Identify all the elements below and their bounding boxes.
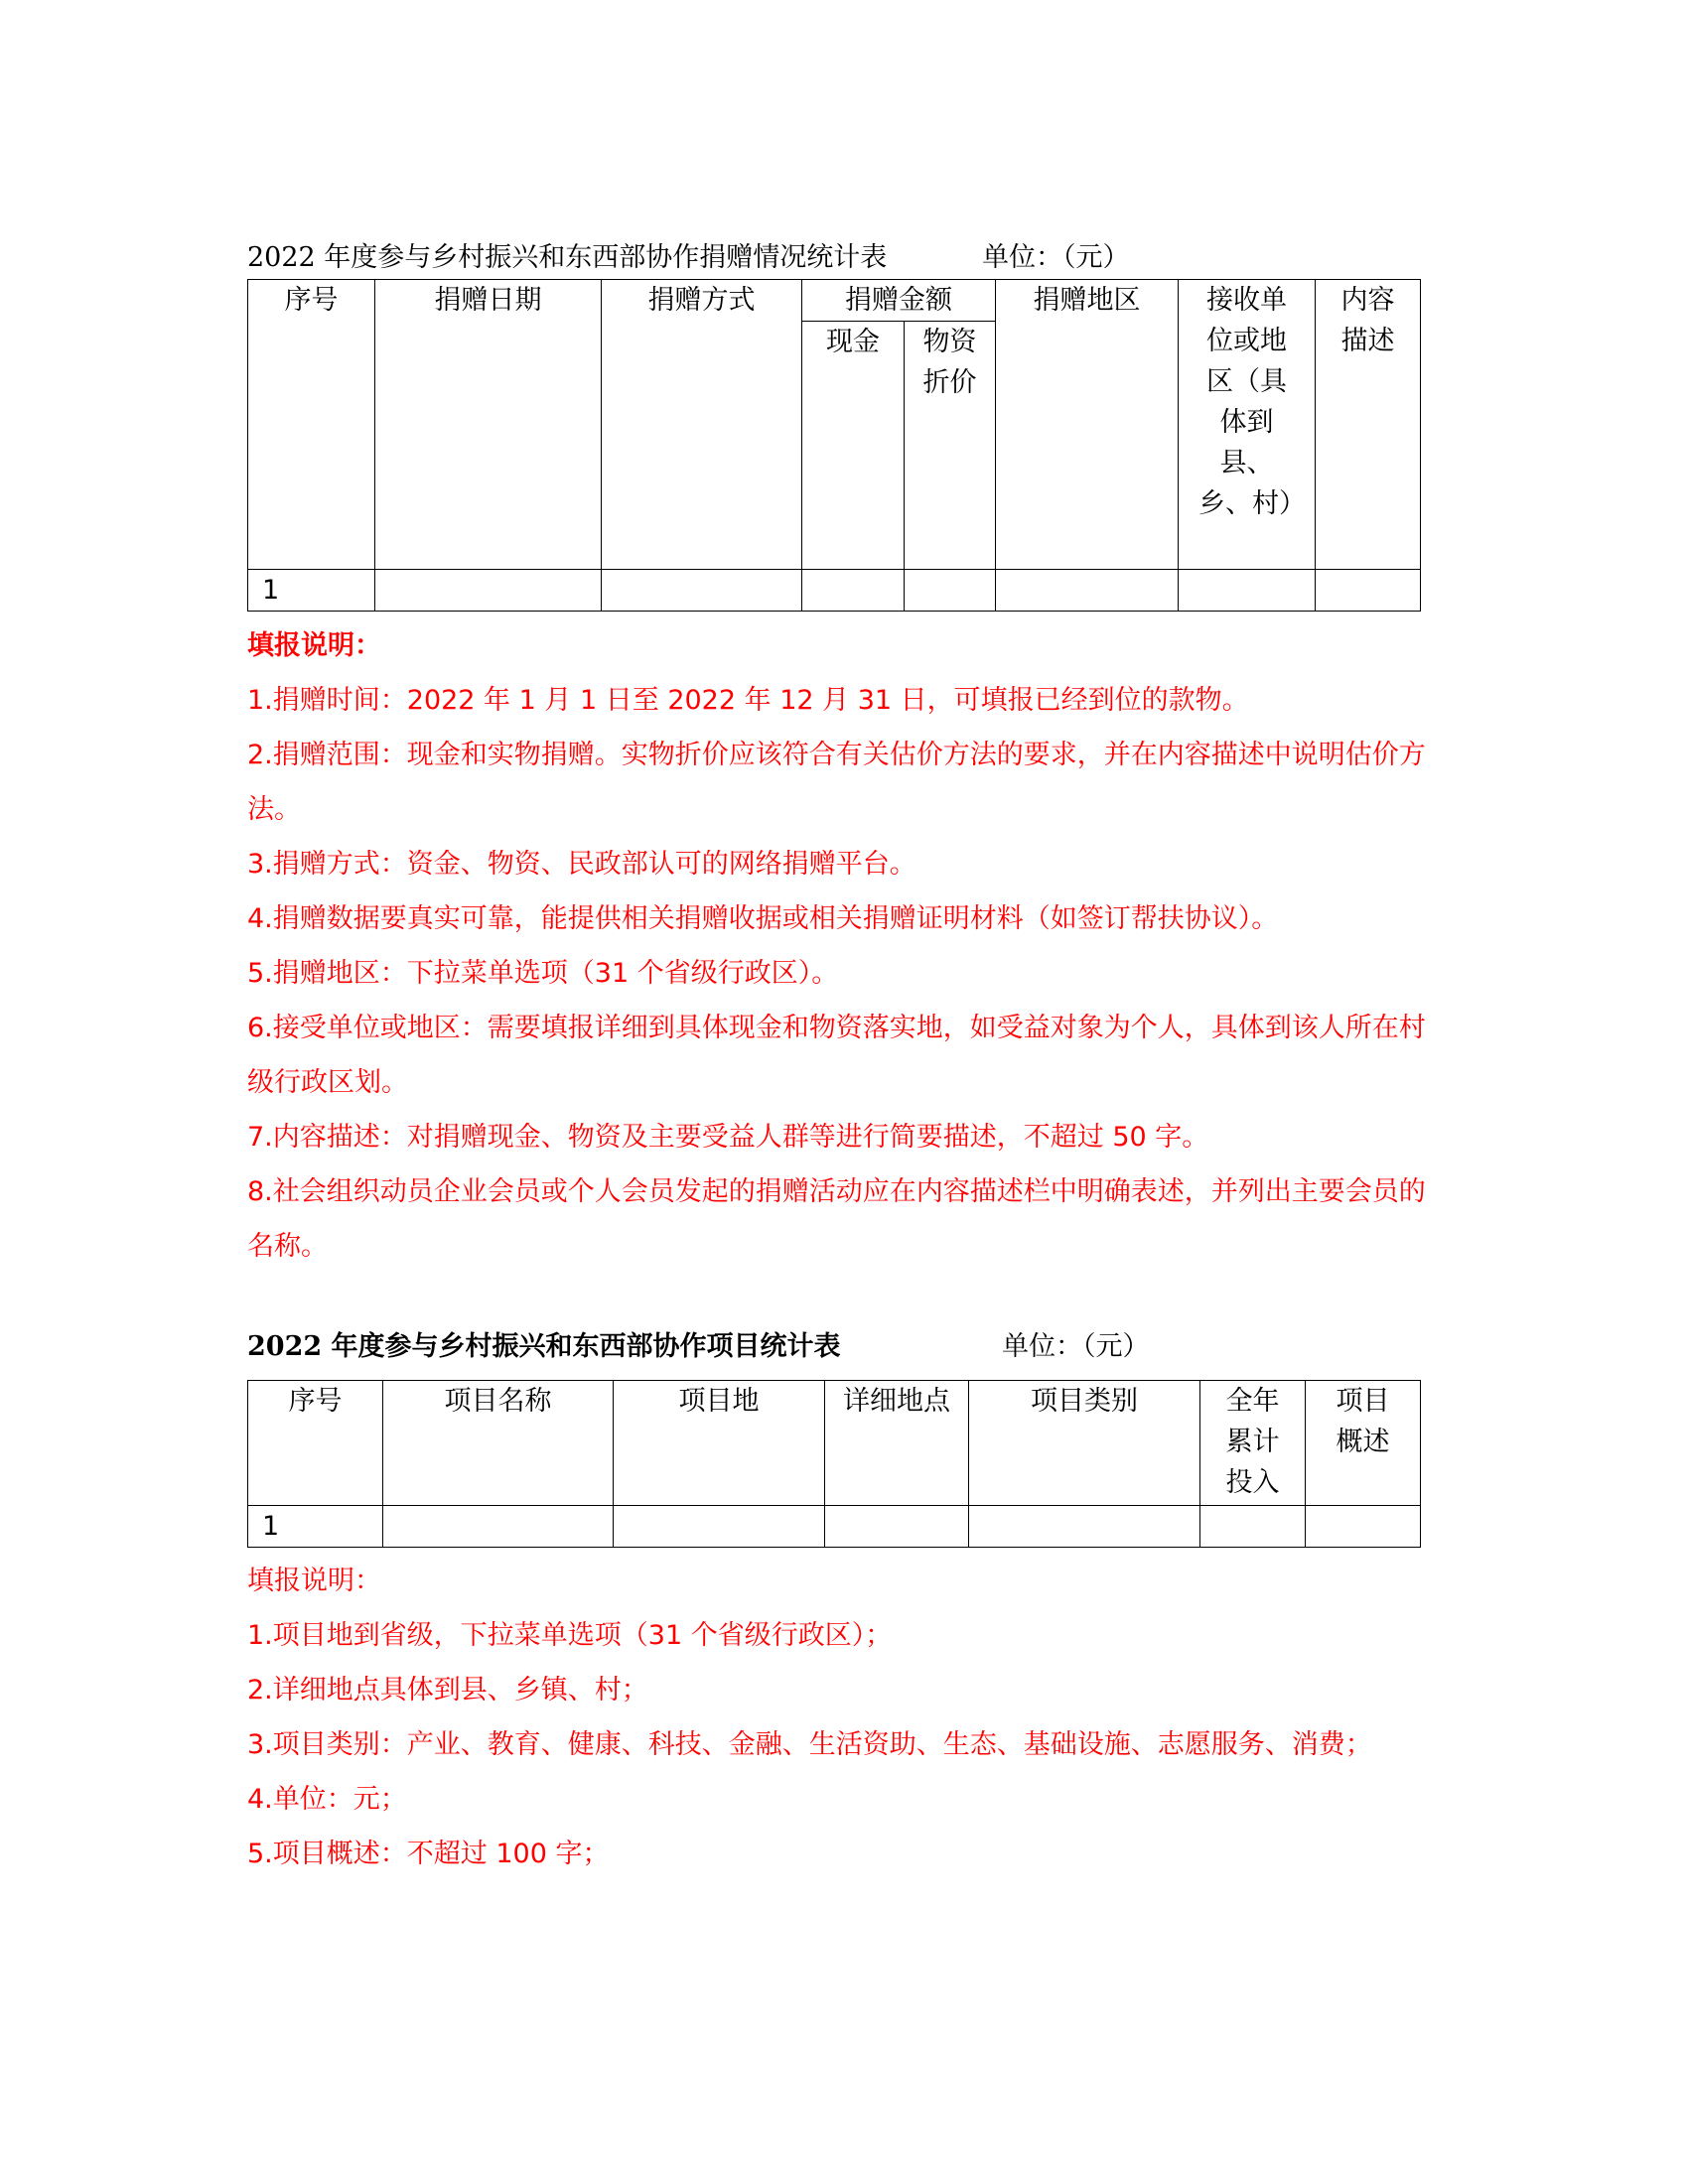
row-date-cell[interactable] (375, 570, 602, 612)
note-item: 4.单位：元； (247, 1784, 407, 1815)
row-name-cell[interactable] (383, 1506, 614, 1548)
note-item: 7.内容描述：对捐赠现金、物资及主要受益人群等进行简要描述，不超过 50 字。 (247, 1122, 1209, 1153)
header-project-location: 项目地 (614, 1381, 825, 1506)
donation-notes (247, 618, 1439, 1274)
header-method: 捐赠方式 (602, 280, 802, 570)
note-item: 4.捐赠数据要真实可靠，能提供相关捐赠收据或相关捐赠证明材料（如签订帮扶协议）。 (247, 903, 1279, 934)
note-item: 3.项目类别：产业、教育、健康、科技、金融、生活资助、生态、基础设施、志愿服务、消费； (247, 1729, 1372, 1760)
row-detail-cell[interactable] (825, 1506, 969, 1548)
project-table (247, 1380, 1421, 1548)
header-region: 捐赠地区 (996, 280, 1179, 570)
table-row (248, 1506, 1421, 1548)
note-item: 6.接受单位或地区：需要填报详细到具体现金和物资落实地，如受益对象为个人，具体到该人所在村级行政区划。 (247, 1013, 1426, 1098)
row-region-cell[interactable] (996, 570, 1179, 612)
header-project-category: 项目类别 (969, 1381, 1200, 1506)
header-annual-investment: 全年累计投入 (1200, 1381, 1306, 1506)
row-receiver-cell[interactable] (1179, 570, 1316, 612)
row-seq-cell[interactable]: 1 (248, 570, 375, 612)
table1-unit: 单位：（元） (982, 242, 1130, 273)
row-cash-cell[interactable] (802, 570, 905, 612)
note-item: 8.社会组织动员企业会员或个人会员发起的捐赠活动应在内容描述栏中明确表述，并列出主要会员的名称。 (247, 1176, 1426, 1262)
row-seq-cell[interactable]: 1 (248, 1506, 383, 1548)
notes-heading: 填报说明： (247, 1566, 381, 1596)
project-notes (247, 1554, 1439, 1881)
header-cash: 现金 (802, 322, 905, 570)
note-item: 3.捐赠方式：资金、物资、民政部认可的网络捐赠平台。 (247, 849, 916, 880)
note-item: 5.捐赠地区：下拉菜单选项（31 个省级行政区）。 (247, 958, 839, 989)
header-description: 内容描述 (1316, 280, 1421, 570)
header-project-name: 项目名称 (383, 1381, 614, 1506)
header-seq: 序号 (248, 1381, 383, 1506)
header-detail-location: 详细地点 (825, 1381, 969, 1506)
header-date: 捐赠日期 (375, 280, 602, 570)
row-total-cell[interactable] (1200, 1506, 1306, 1548)
donation-table (247, 279, 1421, 612)
row-goods-cell[interactable] (905, 570, 996, 612)
note-item: 2.捐赠范围：现金和实物捐赠。实物折价应该符合有关估价方法的要求，并在内容描述中说明估价方法。 (247, 740, 1426, 825)
note-item: 5.项目概述：不超过 100 字； (247, 1839, 610, 1869)
header-receiver: 接收单位或地区（具体到县、乡、村） (1179, 280, 1316, 570)
header-seq: 序号 (248, 280, 375, 570)
row-summary-cell[interactable] (1306, 1506, 1421, 1548)
header-project-summary: 项目概述 (1306, 1381, 1421, 1506)
table2-title-text: 2022 年度参与乡村振兴和东西部协作项目统计表 (247, 1331, 841, 1362)
header-amount: 捐赠金额 (802, 280, 996, 322)
notes-heading: 填报说明： (247, 630, 381, 661)
row-category-cell[interactable] (969, 1506, 1200, 1548)
row-location-cell[interactable] (614, 1506, 825, 1548)
table2-title (247, 1330, 1150, 1364)
table1-title (247, 241, 1130, 275)
row-description-cell[interactable] (1316, 570, 1421, 612)
note-item: 1.捐赠时间：2022 年 1 月 1 日至 2022 年 12 月 31 日，可填报已经到位的款物。 (247, 685, 1249, 716)
table-row (248, 570, 1421, 612)
note-item: 1.项目地到省级，下拉菜单选项（31 个省级行政区）； (247, 1620, 893, 1651)
row-method-cell[interactable] (602, 570, 802, 612)
table1-title-text: 2022 年度参与乡村振兴和东西部协作捐赠情况统计表 (247, 242, 888, 273)
table2-unit: 单位：（元） (1002, 1331, 1150, 1362)
note-item: 2.详细地点具体到县、乡镇、村； (247, 1675, 648, 1706)
header-goods-value: 物资折价 (905, 322, 996, 570)
